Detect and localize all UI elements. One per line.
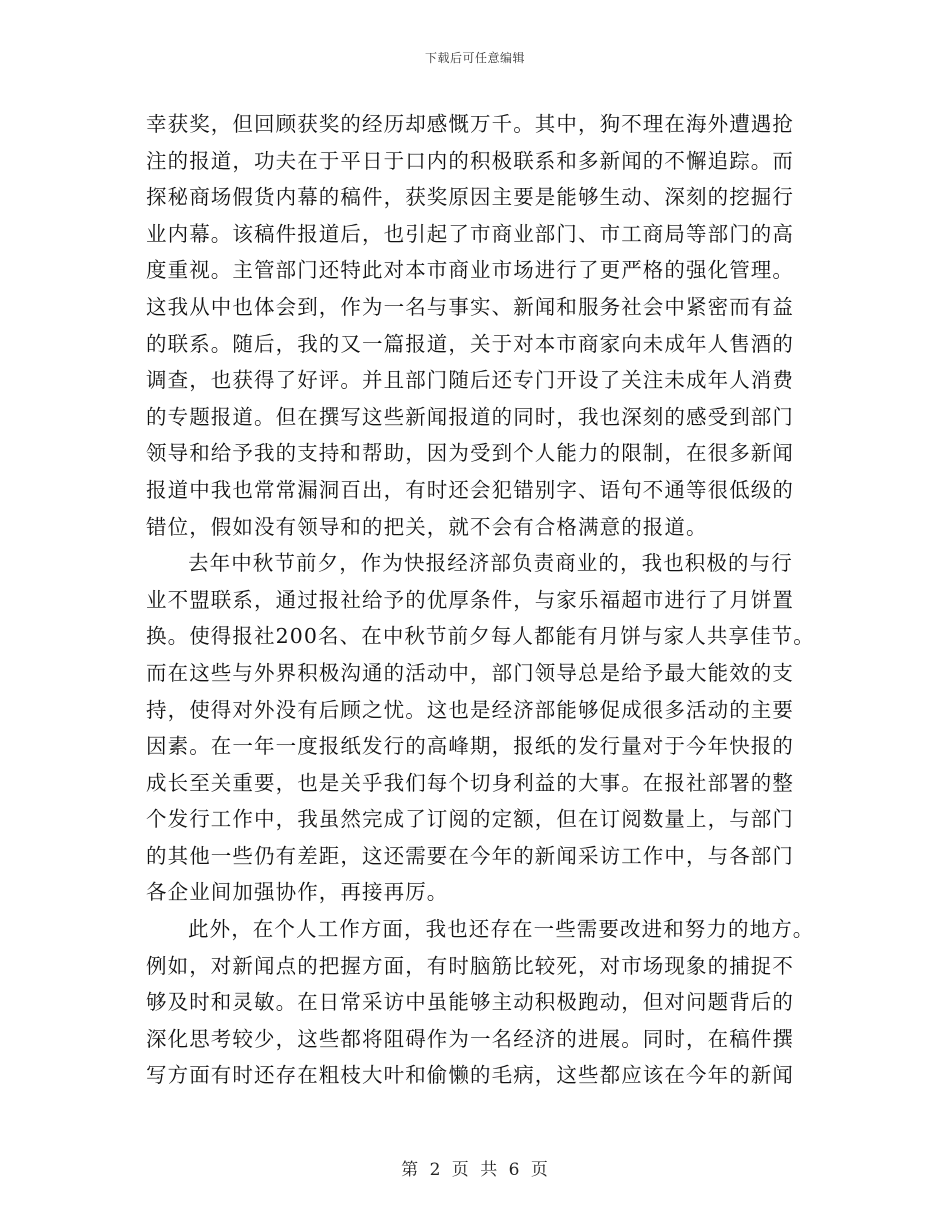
text-line: 够及时和灵敏。在日常采访中虽能够主动积极跑动，但对问题背后的 [146, 990, 794, 1015]
text-line: 例如，对新闻点的把握方面，有时脑筋比较死，对市场现象的捕捉不 [146, 953, 794, 978]
text-line: 幸获奖，但回顾获奖的经历却感慨万千。其中，狗不理在海外遭遇抢 [146, 112, 794, 136]
text-line: 的联系。随后，我的又一篇报道，关于对本市商家向未成年人售酒的 [146, 331, 794, 356]
text-line: 业内幕。该稿件报道后，也引起了市商业部门、市工商局等部门的高 [146, 221, 794, 246]
text-line: 换。使得报社200名、在中秋节前夕每人都能有月饼与家人共享佳节。 [146, 624, 815, 649]
text-line: 错位，假如没有领导和的把关，就不会有合格满意的报道。 [146, 514, 708, 539]
paragraph-first-line: 去年中秋节前夕，作为快报经济部负责商业的，我也积极的与行 [188, 551, 793, 576]
text-line: 报道中我也常常漏洞百出，有时还会犯错别字、语句不通等很低级的 [146, 477, 794, 502]
text-line: 写方面有时还存在粗枝大叶和偷懒的毛病，这些都应该在今年的新闻 [146, 1063, 794, 1088]
text-line: 调查，也获得了好评。并且部门随后还专门开设了关注未成年人消费 [146, 368, 794, 393]
text-line: 的其他一些仍有差距，这还需要在今年的新闻采访工作中，与各部门 [146, 843, 794, 868]
text-line: 度重视。主管部门还特此对本市商业市场进行了更严格的强化管理。 [146, 258, 794, 283]
text-line: 领导和给予我的支持和帮助，因为受到个人能力的限制，在很多新闻 [146, 441, 794, 466]
page-number-footer: 第 2 页 共 6 页 [401, 1160, 549, 1180]
paragraph-first-line: 此外，在个人工作方面，我也还存在一些需要改进和努力的地方。 [188, 917, 815, 942]
header-note: 下载后可任意编辑 [424, 51, 525, 65]
text-line: 因素。在一年一度报纸发行的高峰期，报纸的发行量对于今年快报的 [146, 734, 794, 759]
text-line: 深化思考较少，这些都将阻碍作为一名经济的进展。同时，在稿件撰 [146, 1026, 794, 1051]
text-line: 而在这些与外界积极沟通的活动中，部门领导总是给予最大能效的支 [146, 660, 794, 685]
text-line: 这我从中也体会到，作为一名与事实、新闻和服务社会中紧密而有益 [146, 294, 794, 319]
text-line: 注的报道，功夫在于平日于口内的积极联系和多新闻的不懈追踪。而 [146, 148, 794, 173]
text-line: 个发行工作中，我虽然完成了订阅的定额，但在订阅数量上，与部门 [146, 807, 794, 832]
text-line: 各企业间加强协作，再接再厉。 [146, 880, 449, 905]
text-line: 的专题报道。但在撰写这些新闻报道的同时，我也深刻的感受到部门 [146, 404, 794, 429]
text-line: 成长至关重要，也是关乎我们每个切身利益的大事。在报社部署的整 [146, 770, 794, 795]
text-line: 探秘商场假货内幕的稿件，获奖原因主要是能够生动、深刻的挖掘行 [146, 185, 794, 210]
text-line: 持，使得对外没有后顾之忧。这也是经济部能够促成很多活动的主要 [146, 697, 794, 722]
text-line: 业不盟联系，通过报社给予的优厚条件，与家乐福超市进行了月饼置 [146, 587, 794, 612]
document-body [146, 106, 815, 1094]
